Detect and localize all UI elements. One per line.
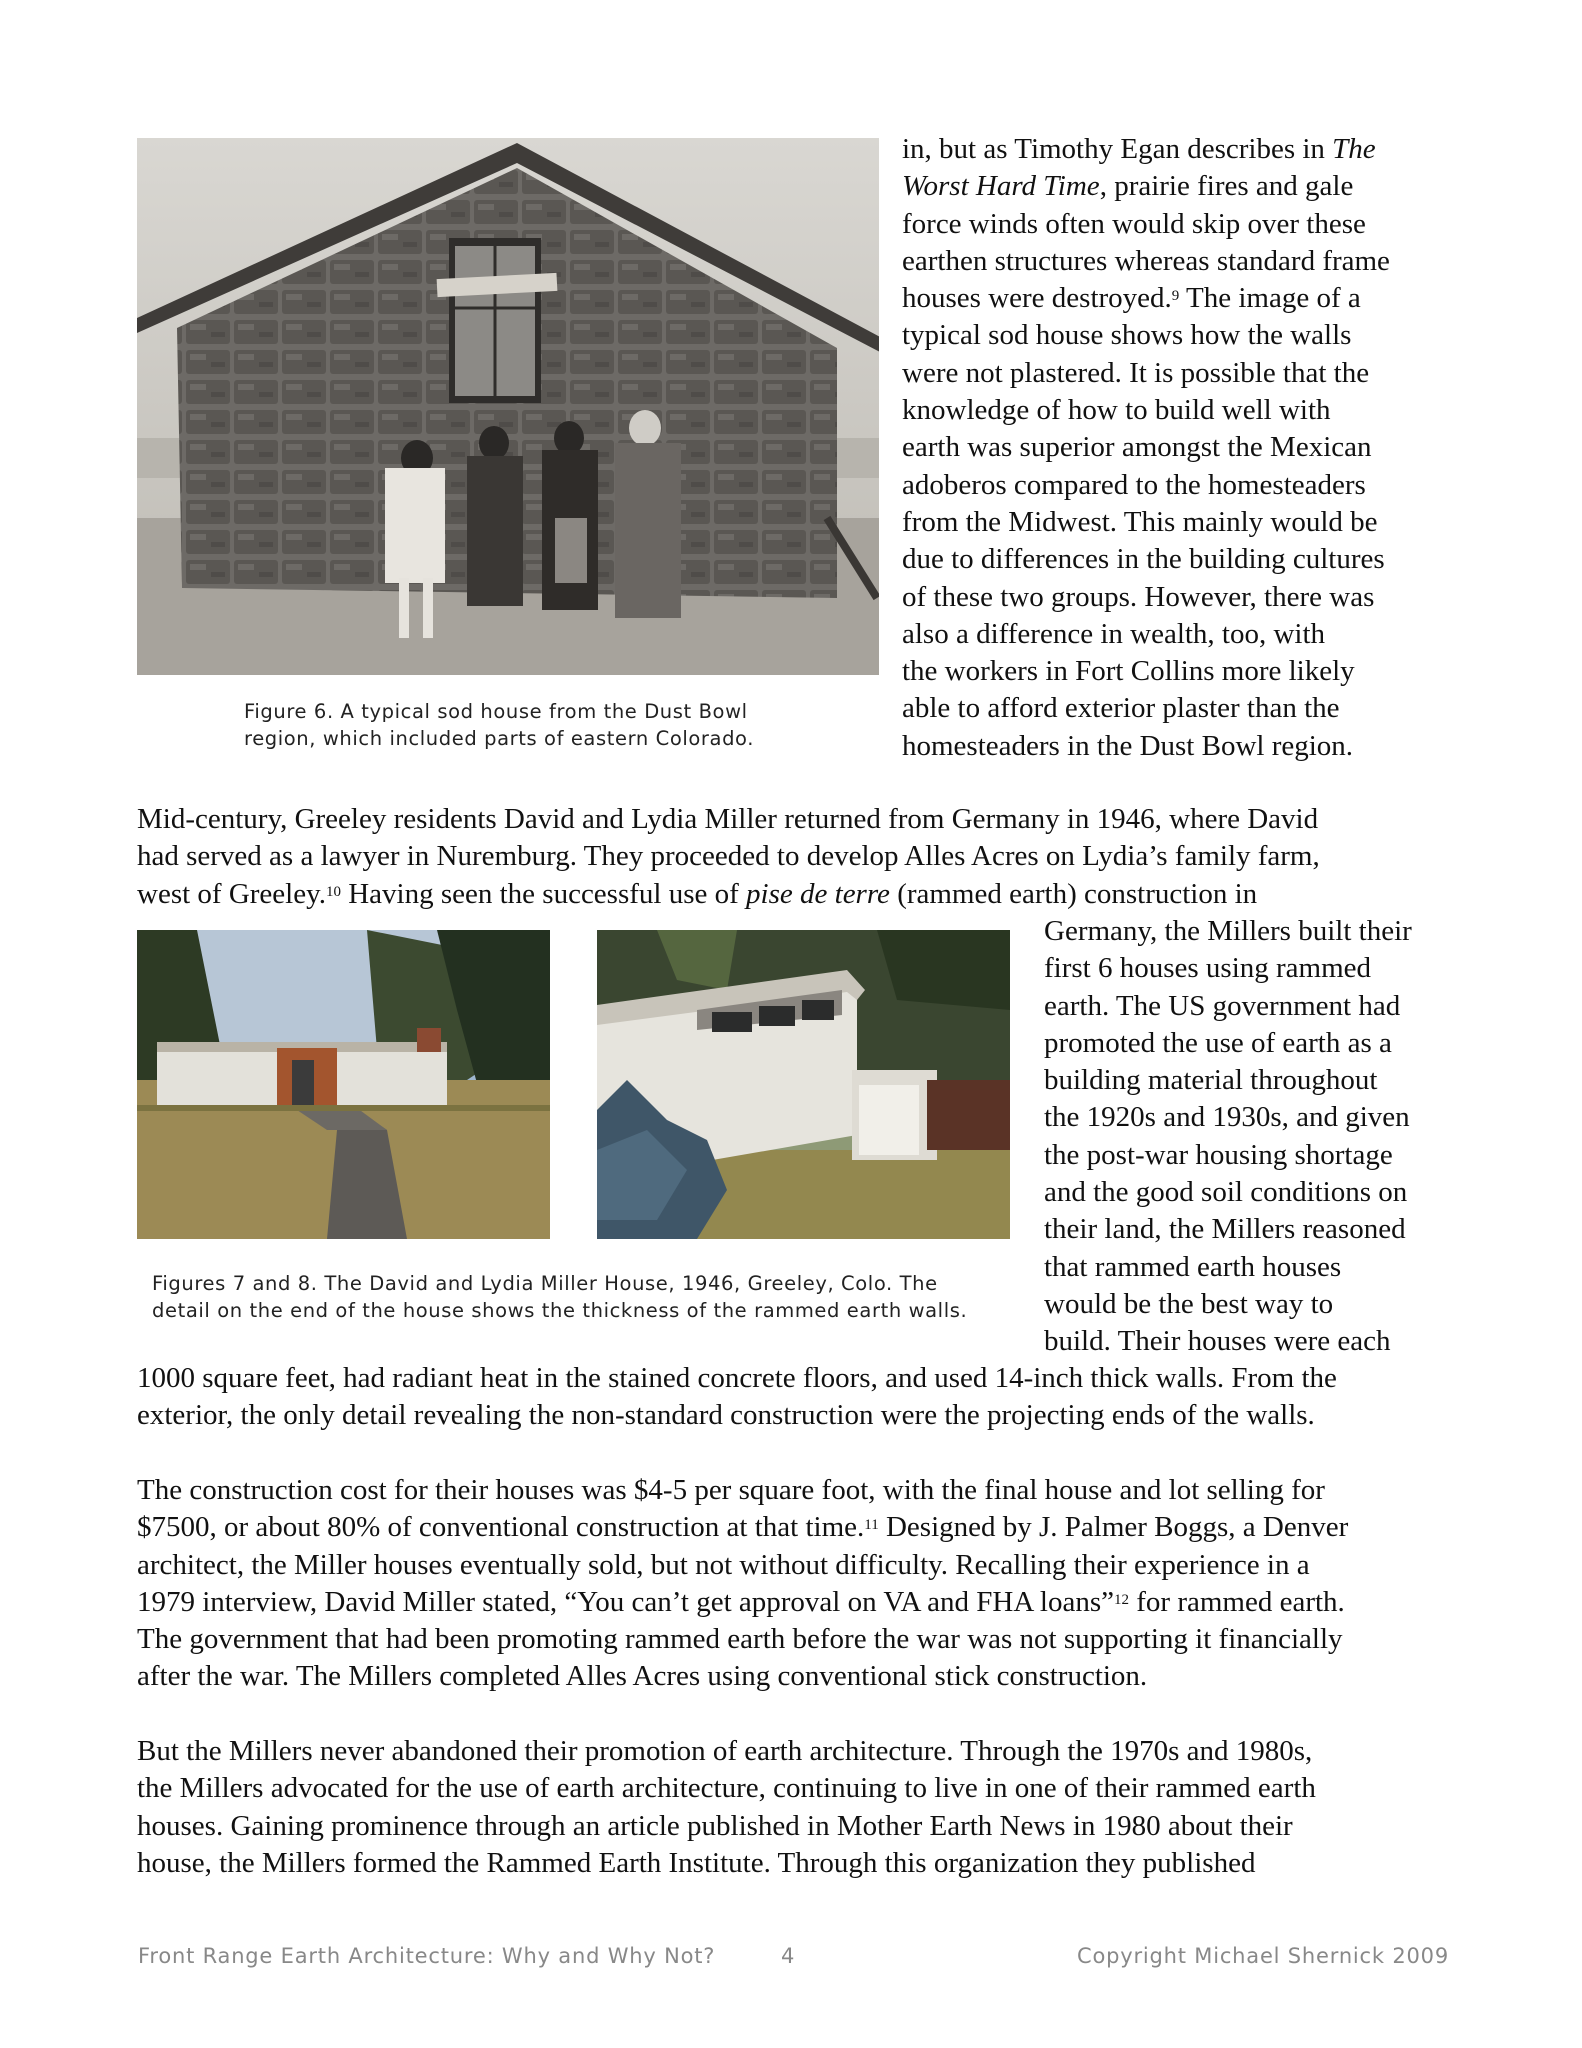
text-line: first 6 houses using rammed bbox=[1044, 952, 1372, 985]
right-column-text bbox=[902, 131, 1390, 765]
figure-6-photo bbox=[137, 138, 879, 675]
text-line: and the good soil conditions on bbox=[1044, 1176, 1408, 1209]
text-line: of these two groups. However, there was bbox=[902, 580, 1375, 613]
paragraph-2-bottom bbox=[137, 1360, 1337, 1435]
text-line: that rammed earth houses bbox=[1044, 1250, 1342, 1283]
text-line: $7500, or about 80% of conventional construction at that time.$^{11}$ Designed by J. Palmer Boggs, a Denver bbox=[137, 1511, 1349, 1544]
text-line: their land, the Millers reasoned bbox=[1044, 1213, 1406, 1246]
caption-line: Figure 6. A typical sod house from the Dust Bowl bbox=[244, 700, 748, 723]
text-line: promoted the use of earth as a bbox=[1044, 1026, 1392, 1059]
text-line: also a difference in wealth, too, with bbox=[902, 617, 1326, 650]
paragraph-3 bbox=[137, 1472, 1348, 1696]
text-line: adoberos compared to the homesteaders bbox=[902, 468, 1366, 501]
paragraph-2-top bbox=[137, 801, 1320, 913]
text-line: would be the best way to bbox=[1044, 1287, 1334, 1320]
text-line: exterior, the only detail revealing the non-standard construction were the projecting ends of the walls. bbox=[137, 1399, 1315, 1432]
caption-line: Figures 7 and 8. The David and Lydia Miller House, 1946, Greeley, Colo. The bbox=[152, 1272, 938, 1295]
figure-8-photo bbox=[597, 930, 1010, 1239]
paragraph-4 bbox=[137, 1733, 1316, 1882]
text-line: had served as a lawyer in Nuremburg. They proceeded to develop Alles Acres on Lydia’s family farm, bbox=[137, 840, 1320, 873]
text-line: But the Millers never abandoned their promotion of earth architecture. Through the 1970s and 1980s, bbox=[137, 1735, 1313, 1767]
text-line: Germany, the Millers built their bbox=[1044, 915, 1412, 947]
text-line: in, but as Timothy Egan describes in The bbox=[902, 133, 1376, 165]
text-line: typical sod house shows how the walls bbox=[902, 319, 1352, 352]
text-line: earth. The US government had bbox=[1044, 989, 1401, 1022]
footnote-ref: 9 bbox=[1171, 288, 1180, 305]
footnote-ref: 11 bbox=[864, 1517, 879, 1534]
text-line: west of Greeley.$^{10}$ Having seen the successful use of pise de terre (rammed earth) construction in bbox=[137, 877, 1258, 910]
text-line: 1000 square feet, had radiant heat in the stained concrete floors, and used 14-inch thick walls. From the bbox=[137, 1362, 1337, 1394]
text-line: homesteaders in the Dust Bowl region. bbox=[902, 729, 1354, 762]
text-line: the workers in Fort Collins more likely bbox=[902, 655, 1355, 688]
footnote-ref: 12 bbox=[1114, 1591, 1130, 1608]
text-line: architect, the Miller houses eventually sold, but not without difficulty. Recalling their experience in a bbox=[137, 1548, 1310, 1581]
text-line: after the war. The Millers completed Alles Acres using conventional stick construction. bbox=[137, 1660, 1148, 1693]
text-line: building material throughout bbox=[1044, 1064, 1378, 1097]
text-line: houses were destroyed.$^9$ The image of a bbox=[902, 282, 1361, 315]
figure-6-caption bbox=[244, 698, 754, 752]
caption-line: detail on the end of the house shows the thickness of the rammed earth walls. bbox=[152, 1299, 968, 1322]
text-line: were not plastered. It is possible that the bbox=[902, 356, 1370, 389]
page-number: 4 bbox=[781, 1944, 796, 1968]
footnote-ref: 10 bbox=[325, 883, 341, 900]
caption-line: region, which included parts of eastern Colorado. bbox=[244, 727, 755, 750]
text-line: from the Midwest. This mainly would be bbox=[902, 505, 1378, 538]
text-line: 1979 interview, David Miller stated, “You can’t get approval on VA and FHA loans”$^{12}$ for rammed earth. bbox=[137, 1585, 1345, 1618]
miller-house-front-image bbox=[137, 930, 550, 1239]
text-line: force winds often would skip over these bbox=[902, 207, 1366, 240]
text-line: build. Their houses were each bbox=[1044, 1325, 1391, 1358]
text-line: knowledge of how to build well with bbox=[902, 394, 1331, 427]
paragraph-2-wrap bbox=[1044, 913, 1412, 1361]
sod-house-image bbox=[137, 138, 879, 675]
text-line: The government that had been promoting rammed earth before the war was not supporting it financially bbox=[137, 1623, 1343, 1656]
text-line: earth was superior amongst the Mexican bbox=[902, 431, 1372, 464]
text-line: Worst Hard Time, prairie fires and gale bbox=[902, 170, 1354, 203]
text-line: house, the Millers formed the Rammed Earth Institute. Through this organization they published bbox=[137, 1846, 1256, 1879]
miller-house-side-image bbox=[597, 930, 1010, 1239]
text-line: the post-war housing shortage bbox=[1044, 1138, 1393, 1171]
text-line: earthen structures whereas standard frame bbox=[902, 244, 1390, 277]
footer-copyright: Copyright Michael Shernick 2009 bbox=[1077, 1944, 1449, 1968]
figure-7-photo bbox=[137, 930, 550, 1239]
footer-title: Front Range Earth Architecture: Why and Why Not? bbox=[138, 1944, 716, 1968]
text-line: houses. Gaining prominence through an article published in Mother Earth News in 1980 about their bbox=[137, 1809, 1293, 1842]
text-line: able to afford exterior plaster than the bbox=[902, 692, 1340, 725]
text-line: Mid-century, Greeley residents David and Lydia Miller returned from Germany in 1946, where David bbox=[137, 803, 1319, 835]
text-line: The construction cost for their houses was $4-5 per square foot, with the final house and lot selling for bbox=[137, 1474, 1325, 1506]
text-line: due to differences in the building cultures bbox=[902, 543, 1385, 576]
text-line: the 1920s and 1930s, and given bbox=[1044, 1101, 1410, 1134]
text-line: the Millers advocated for the use of earth architecture, continuing to live in one of their rammed earth bbox=[137, 1772, 1316, 1805]
figures-7-8-caption bbox=[152, 1270, 967, 1324]
